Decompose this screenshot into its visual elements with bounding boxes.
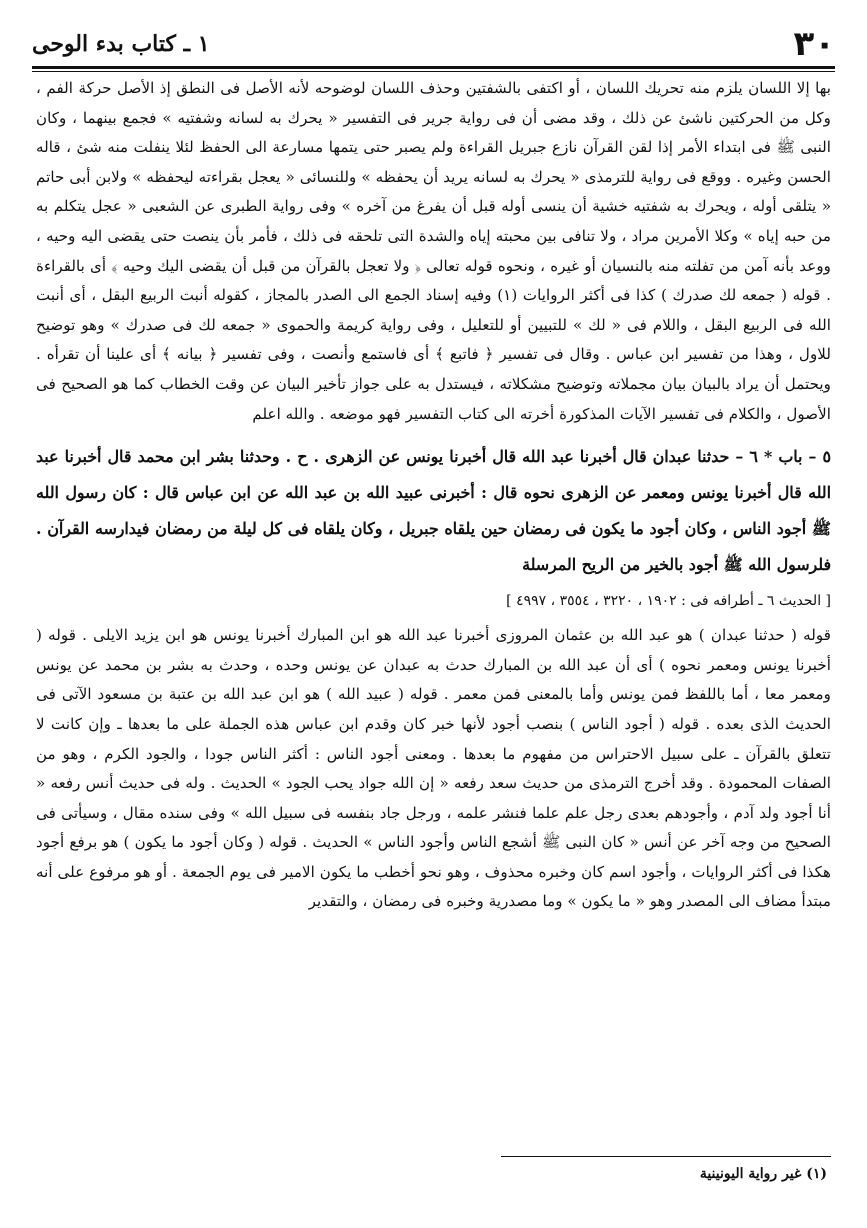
- hadith-heading-text: ٥ – باب * ٦ – حدثنا عبدان قال أخبرنا عبد الله قال أخبرنا يونس عن الزهرى . ح . وحدثنا بشر: [206, 447, 831, 467]
- hadith-section: [36, 439, 831, 583]
- hadith-heading: [36, 439, 831, 583]
- header-rule: [32, 66, 835, 72]
- chapter-title: ١ ـ كتاب بدء الوحى: [32, 31, 210, 57]
- footnote: (١) غير رواية اليونينية: [699, 1166, 827, 1182]
- hadith-text: ابن محمد قال أخبرنا عبد الله قال أخبرنا يونس ومعمر عن الزهرى نحوه قال : أخبرنى عبيد الله بن عبد الله عن ابن عباس قال : كان رسول الله ﷺ أجود الناس ، وكان أجود ما يكون فى رمضان حين يلقاه جبريل ، وكان يلقاه فى كل ليلة من رمضان فيدارسه القرآن . فلرسول الله ﷺ أجود بالخير من الريح المرسلة: [36, 447, 831, 575]
- commentary-section-2: [36, 621, 831, 917]
- page-header: [32, 24, 835, 64]
- page-number: ٣٠: [793, 24, 835, 64]
- page-body: [36, 74, 831, 917]
- commentary-paragraph-2: قوله ( حدثنا عبدان ) هو عبد الله بن عثمان المروزى أخبرنا عبد الله هو ابن المبارك أخبرنا يونس هو ابن يزيد الايلى . قوله ( أخبرنا يونس ومعمر نحوه ) أى أن عبد الله بن المبارك حدث به عبدان عن يونس وحده ، وحدث به بشر بن محمد عن يونس ومعمر معا ، أما باللفظ فمن يونس وأما بالمعنى فمن معمر . قوله ( عبيد الله ) هو ابن عبد الله بن عتبة بن مسعود الآتى فى الحديث الذى بعده . قوله ( أجود الناس ) بنصب أجود لأنها خبر كان وقدم ابن عباس هذه الجملة على ما بعدها ـ وإن كانت لا تتعلق بالقرآن ـ على سبيل الاحتراس من مفهوم ما بعدها . ومعنى أجود الناس : أكثر الناس جودا ، والجود الكرم ، وهو من الصفات المحمودة . وقد أخرج الترمذى من حديث سعد رفعه « إن الله جواد يحب الجود » الحديث . وله فى حديث أنس رفعه « أنا أجود ولد آدم ، وأجودهم بعدى رجل علم علما فنشر علمه ، ورجل جاد بنفسه فى سبيل الله » وفى سنده مقال ، وسيأتى فى الصحيح من وجه آخر عن أنس « كان النبى ﷺ أشجع الناس وأجود الناس » الحديث . قوله ( وكان أجود ما يكون ) هو برفع أجود هكذا فى أكثر الروايات ، وأجود اسم كان وخبره محذوف ، وهو نحو أخطب ما يكون الامير فى يوم الجمعة . أو هو مرفوع على أنه مبتدأ مضاف الى المصدر وهو « ما يكون » وما مصدرية وخبره فى رمضان ، والتقدير: [36, 626, 831, 911]
- hadith-references: [ الحديث ٦ ـ أطرافه فى : ١٩٠٢ ، ٣٢٢٠ ، ٣٥٥٤ ، ٤٩٩٧ ]: [506, 593, 831, 610]
- commentary-paragraph: بها إلا اللسان يلزم منه تحريك اللسان ، أو اكتفى بالشفتين وحذف اللسان لوضوحه لأنه الأصل فى النطق إذ الأصل حركة الفم ، وكل من الحركتين ناشئ عن ذلك ، وقد مضى أن فى رواية جرير فى التفسير « يحرك به لسانه وشفتيه » فجمع بينهما ، وكان النبى ﷺ فى ابتداء الأمر إذا لقن القرآن نازع جبريل القراءة ولم يصبر حتى يتمها مسارعة الى الحفظ لئلا ينفلت منه شئ ، قاله الحسن وغيره . ووقع فى رواية للترمذى « يحرك به لسانه يريد أن يحفظه » وللنسائى « يعجل بقراءته ليحفظه » ولابن أبى حاتم « يتلقى أوله ، ويحرك به شفتيه خشية أن ينسى أوله قبل أن يفرغ من آخره » وفى رواية الطبرى عن الشعبى « عجل يتكلم به من حبه إياه » وكلا الأمرين مراد ، ولا تنافى بين محبته إياه والشدة التى تلحقه فى ذلك ، فأمر بأن ينصت حتى يقضى اليه وحيه ، ووعد بأنه آمن من تفلته منه بالنسيان أو غيره ، ونحوه قوله تعالى ﴿ ولا تعجل بالقرآن من قبل أن يقضى اليك وحيه ﴾ أى بالقراءة . قوله ( جمعه لك صدرك ) كذا فى أكثر الروايات (١) وفيه إسناد الجمع الى الصدر بالمجاز ، كقوله أنبت الربيع البقل ، أى أنبت الله فى الربيع البقل ، واللام فى « لك » للتبيين أو للتعليل ، وفى رواية كريمة والحموى « جمعه لك فى صدرك » وهو توضيح للاول ، وهذا من تفسير ابن عباس . وقال فى تفسير ﴿ فاتبع ﴾ أى فاستمع وأنصت ، وفى تفسير ﴿ بيانه ﴾ أى علينا أن تقرأه . ويحتمل أن يراد بالبيان بيان مجملاته وتوضيح مشكلاته ، فيستدل به على جواز تأخير البيان عن وقت الخطاب كما هو الصحيح فى الأصول ، والكلام فى تفسير الآيات المذكورة أخرته الى كتاب التفسير فهو موضعه . والله اعلم: [36, 79, 831, 423]
- commentary-section: [36, 74, 831, 429]
- footnote-rule: [501, 1156, 831, 1157]
